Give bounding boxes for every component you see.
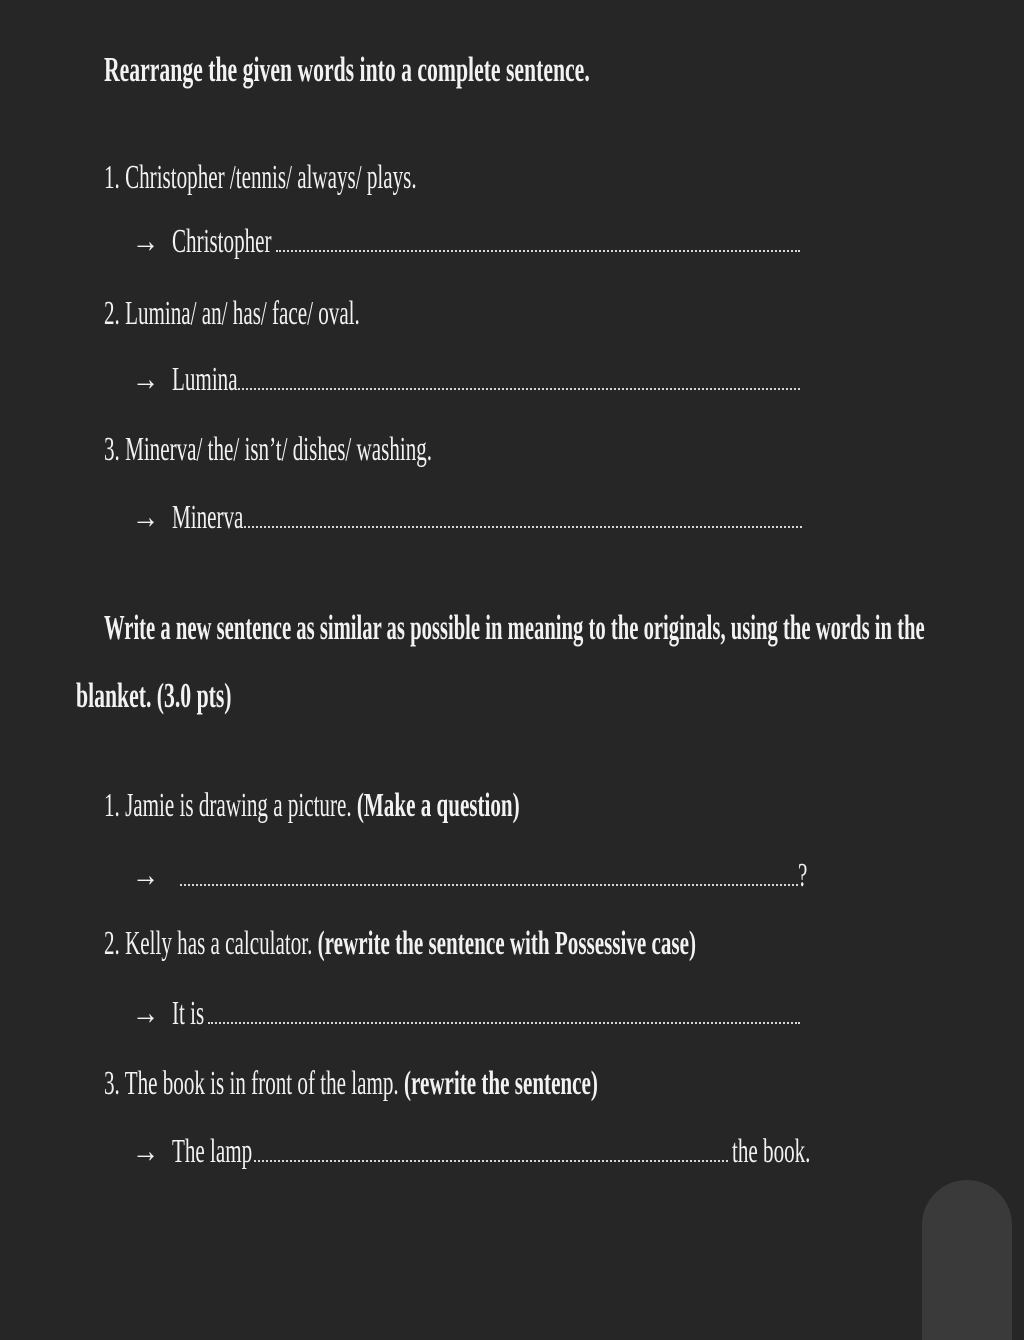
floating-overlay-shape	[922, 1180, 1012, 1340]
section1-item1-answer-line[interactable]	[132, 222, 800, 262]
section2-item1-answer-line[interactable]	[132, 856, 808, 896]
answer-blank[interactable]	[208, 1022, 800, 1024]
arrow-icon: →	[132, 223, 160, 260]
arrow-icon: →	[132, 995, 160, 1032]
arrow-icon: →	[132, 499, 160, 536]
answer-blank[interactable]	[254, 1160, 728, 1162]
section2-item3-instruction: (rewrite the sentence)	[403, 1065, 598, 1102]
section2-heading-line1: Write a new sentence as similar as possible in meaning to the originals, using the words in the	[104, 608, 925, 647]
section1-item2-lead: Lumina	[172, 361, 238, 398]
arrow-icon: →	[132, 1133, 160, 1170]
answer-blank[interactable]	[276, 250, 800, 252]
section1-item2-answer-line[interactable]	[132, 360, 800, 400]
section2-item2-lead: It is	[172, 995, 205, 1032]
section2-item1-prompt: 1. Jamie is drawing a picture.	[104, 787, 352, 824]
section1-item3-answer-line[interactable]	[132, 498, 802, 538]
section2-item3-lead: The lamp	[172, 1133, 253, 1170]
section1-heading: Rearrange the given words into a complete sentence.	[104, 50, 590, 89]
section2-item2-prompt-line	[104, 924, 696, 964]
answer-blank[interactable]	[180, 884, 798, 886]
section1-item3-lead: Minerva	[172, 499, 244, 536]
answer-blank[interactable]	[244, 526, 802, 528]
section1-item3-prompt: 3. Minerva/ the/ isn’t/ dishes/ washing.	[104, 431, 433, 468]
section1-item1-prompt: 1. Christopher /tennis/ always/ plays.	[104, 159, 417, 196]
question-mark: ?	[798, 857, 808, 894]
section2-heading-line2: blanket. (3.0 pts)	[76, 676, 232, 715]
section2-item2-prompt: 2. Kelly has a calculator.	[104, 925, 313, 962]
section2-item3-answer-line[interactable]	[132, 1132, 812, 1172]
section2-item1-prompt-line	[104, 786, 520, 826]
section2-item3-tail: the book.	[732, 1133, 811, 1170]
section1-item2-prompt: 2. Lumina/ an/ has/ face/ oval.	[104, 295, 360, 332]
section2-item3-prompt-line	[104, 1064, 598, 1104]
section2-item2-instruction: (rewrite the sentence with Possessive case)	[317, 925, 697, 962]
section2-item1-instruction: (Make a question)	[356, 787, 520, 824]
section2-item2-answer-line[interactable]	[132, 994, 800, 1034]
arrow-icon: →	[132, 857, 160, 894]
section1-item1-lead: Christopher	[172, 223, 272, 260]
section2-item3-prompt: 3. The book is in front of the lamp.	[104, 1065, 399, 1102]
arrow-icon: →	[132, 361, 160, 398]
answer-blank[interactable]	[238, 388, 800, 390]
